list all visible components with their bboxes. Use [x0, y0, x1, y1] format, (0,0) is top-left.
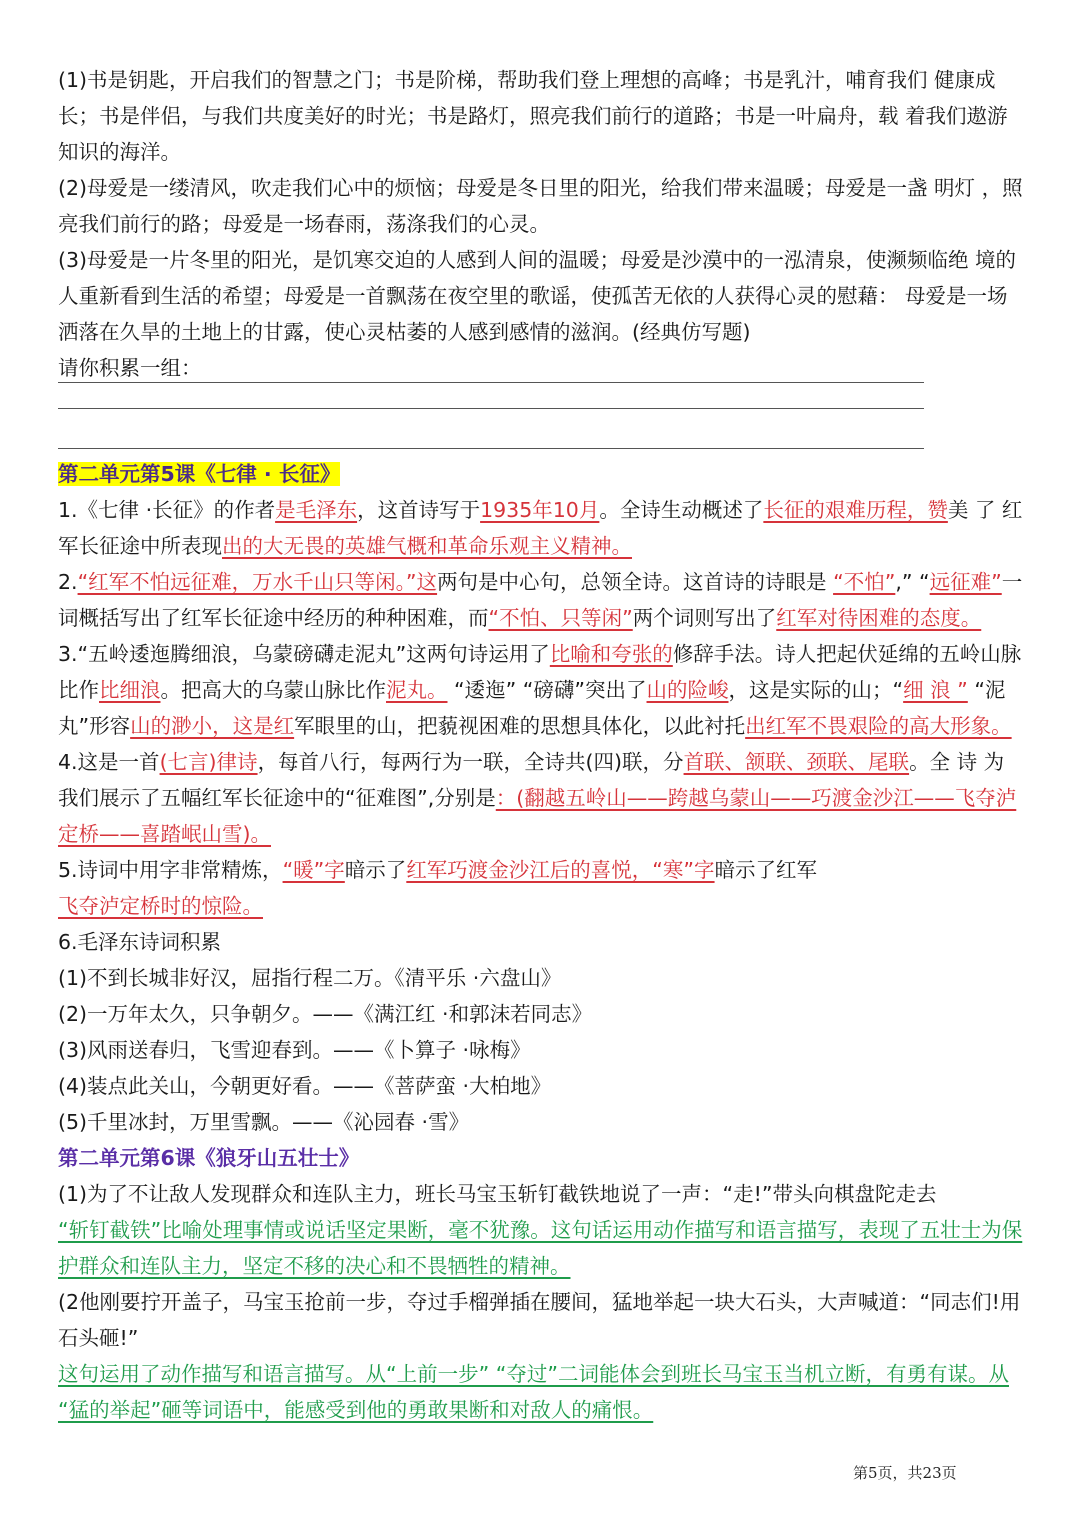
lesson5-q4: 4.这是一首(七言)律诗，每首八行，每两行为一联，全诗共(四)联，分首联、颔联、颈联、尾联。全 诗 为我们展示了五幅红军长征途中的“征难图”,分别是：(翻越五岭山——跨越乌蒙山——巧渡金沙江——飞夺泸定桥——喜踏岷山雪)。 [58, 750, 1017, 846]
lesson5-q6-title: 6.毛泽东诗词积累 [58, 930, 222, 954]
document-page [58, 62, 1023, 1428]
prompt-line [58, 350, 1023, 386]
lesson5-q3: 3.“五岭逶迤腾细浪，乌蒙磅礴走泥丸”这两句诗运用了比喻和夸张的修辞手法。诗人把起伏延绵的五岭山脉比作比细浪。把高大的乌蒙山脉比作泥丸。 “逶迤” “磅礴”突出了山的险峻，这是实际的山；“细 浪 ” “泥丸”形容山的渺小，这是红军眼里的山，把藐视困难的思想具体化，以此衬托出红军不畏艰险的高大形象。 [58, 642, 1022, 738]
lesson6-sentence-2: (2他刚要拧开盖子，马宝玉抢前一步，夺过手榴弹插在腰间，猛地举起一块大石头，大声喊道：“同志们!用石头砸!” [58, 1290, 1021, 1350]
poem-item: (4)装点此关山，今朝更好看。——《菩萨蛮 ·大柏地》 [58, 1074, 552, 1098]
lesson5-title: 第二单元第5课《七律 · 长征》 [58, 462, 341, 486]
poem-item: (1)不到长城非好汉，屈指行程二万。《清平乐 ·六盘山》 [58, 966, 562, 990]
answer-rule-3 [58, 448, 924, 449]
blank-line-3 [58, 422, 1023, 452]
poem-item: (3)风雨送春归，飞雪迎春到。——《卜算子 ·咏梅》 [58, 1038, 531, 1062]
lesson5-q5: 5.诗词中用字非常精炼，“暖”字暗示了红军巧渡金沙江后的喜悦，“寒”字暗示了红军 飞夺泸定桥时的惊险。 [58, 858, 818, 918]
intro-paragraph-3: (3)母爱是一片冬里的阳光，是饥寒交迫的人感到人间的温暖；母爱是沙漠中的一泓清泉，使濒频临绝 境的人重新看到生活的希望；母爱是一首飘荡在夜空里的歌谣，使孤苦无依的人获得心灵的慰藉： 母爱是一场洒落在久旱的土地上的甘露，使心灵枯萎的人感到感情的滋润。(经典仿写题) [58, 248, 1017, 344]
blank-line-2 [58, 386, 1023, 422]
intro-paragraph-1: (1)书是钥匙，开启我们的智慧之门；书是阶梯，帮助我们登上理想的高峰；书是乳汁，哺育我们 健康成长；书是伴侣，与我们共度美好的时光；书是路灯，照亮我们前行的道路；书是一叶扁舟，载 着我们遨游知识的海洋。 [58, 68, 1008, 164]
page-number: 第5页，共23页 [853, 1464, 957, 1482]
lesson6-answer-2: 这句运用了动作描写和语言描写。从“上前一步” “夺过”二词能体会到班长马宝玉当机立断，有勇有谋。从 “猛的举起”砸等词语中，能感受到他的勇敢果断和对敌人的痛恨。 [58, 1362, 1009, 1422]
poem-item: (2)一万年太久，只争朝夕。——《满江红 ·和郭沫若同志》 [58, 1002, 593, 1026]
lesson5-q1: 1.《七律 ·长征》的作者是毛泽东，这首诗写于1935年10月。全诗生动概述了长征的艰难历程，赞美 了 红军长征途中所表现出的大无畏的英雄气概和革命乐观主义精神。 [58, 498, 1023, 558]
poem-item: (5)千里冰封，万里雪飘。——《沁园春 ·雪》 [58, 1110, 470, 1134]
intro-paragraph-2: (2)母爱是一缕清风，吹走我们心中的烦恼；母爱是冬日里的阳光，给我们带来温暖；母爱是一盏 明灯 ，照亮我们前行的路；母爱是一场春雨，荡涤我们的心灵。 [58, 176, 1023, 236]
answer-rule-1 [58, 382, 924, 383]
answer-rule-2 [58, 408, 924, 409]
lesson6-title: 第二单元第6课《狼牙山五壮士》 [58, 1146, 360, 1170]
lesson6-sentence-1: (1)为了不让敌人发现群众和连队主力，班长马宝玉斩钉截铁地说了一声：“走!”带头向棋盘陀走去 [58, 1182, 937, 1206]
lesson6-answer-1: “斩钉截铁”比喻处理事情或说话坚定果断，毫不犹豫。这句话运用动作描写和语言描写，表现了五壮士为保护群众和连队主力，坚定不移的决心和不畏牺牲的精神。 [58, 1218, 1023, 1278]
accumulate-prompt: 请你积累一组： [58, 356, 202, 380]
lesson5-q2: 2.“红军不怕远征难，万水千山只等闲。”这两句是中心句，总领全诗。这首诗的诗眼是 “不怕”,” “远征难”一词概括写出了红军长征途中经历的种种困难，而“不怕、只等闲”两个词则写出了红军对待困难的态度。 [58, 570, 1023, 630]
